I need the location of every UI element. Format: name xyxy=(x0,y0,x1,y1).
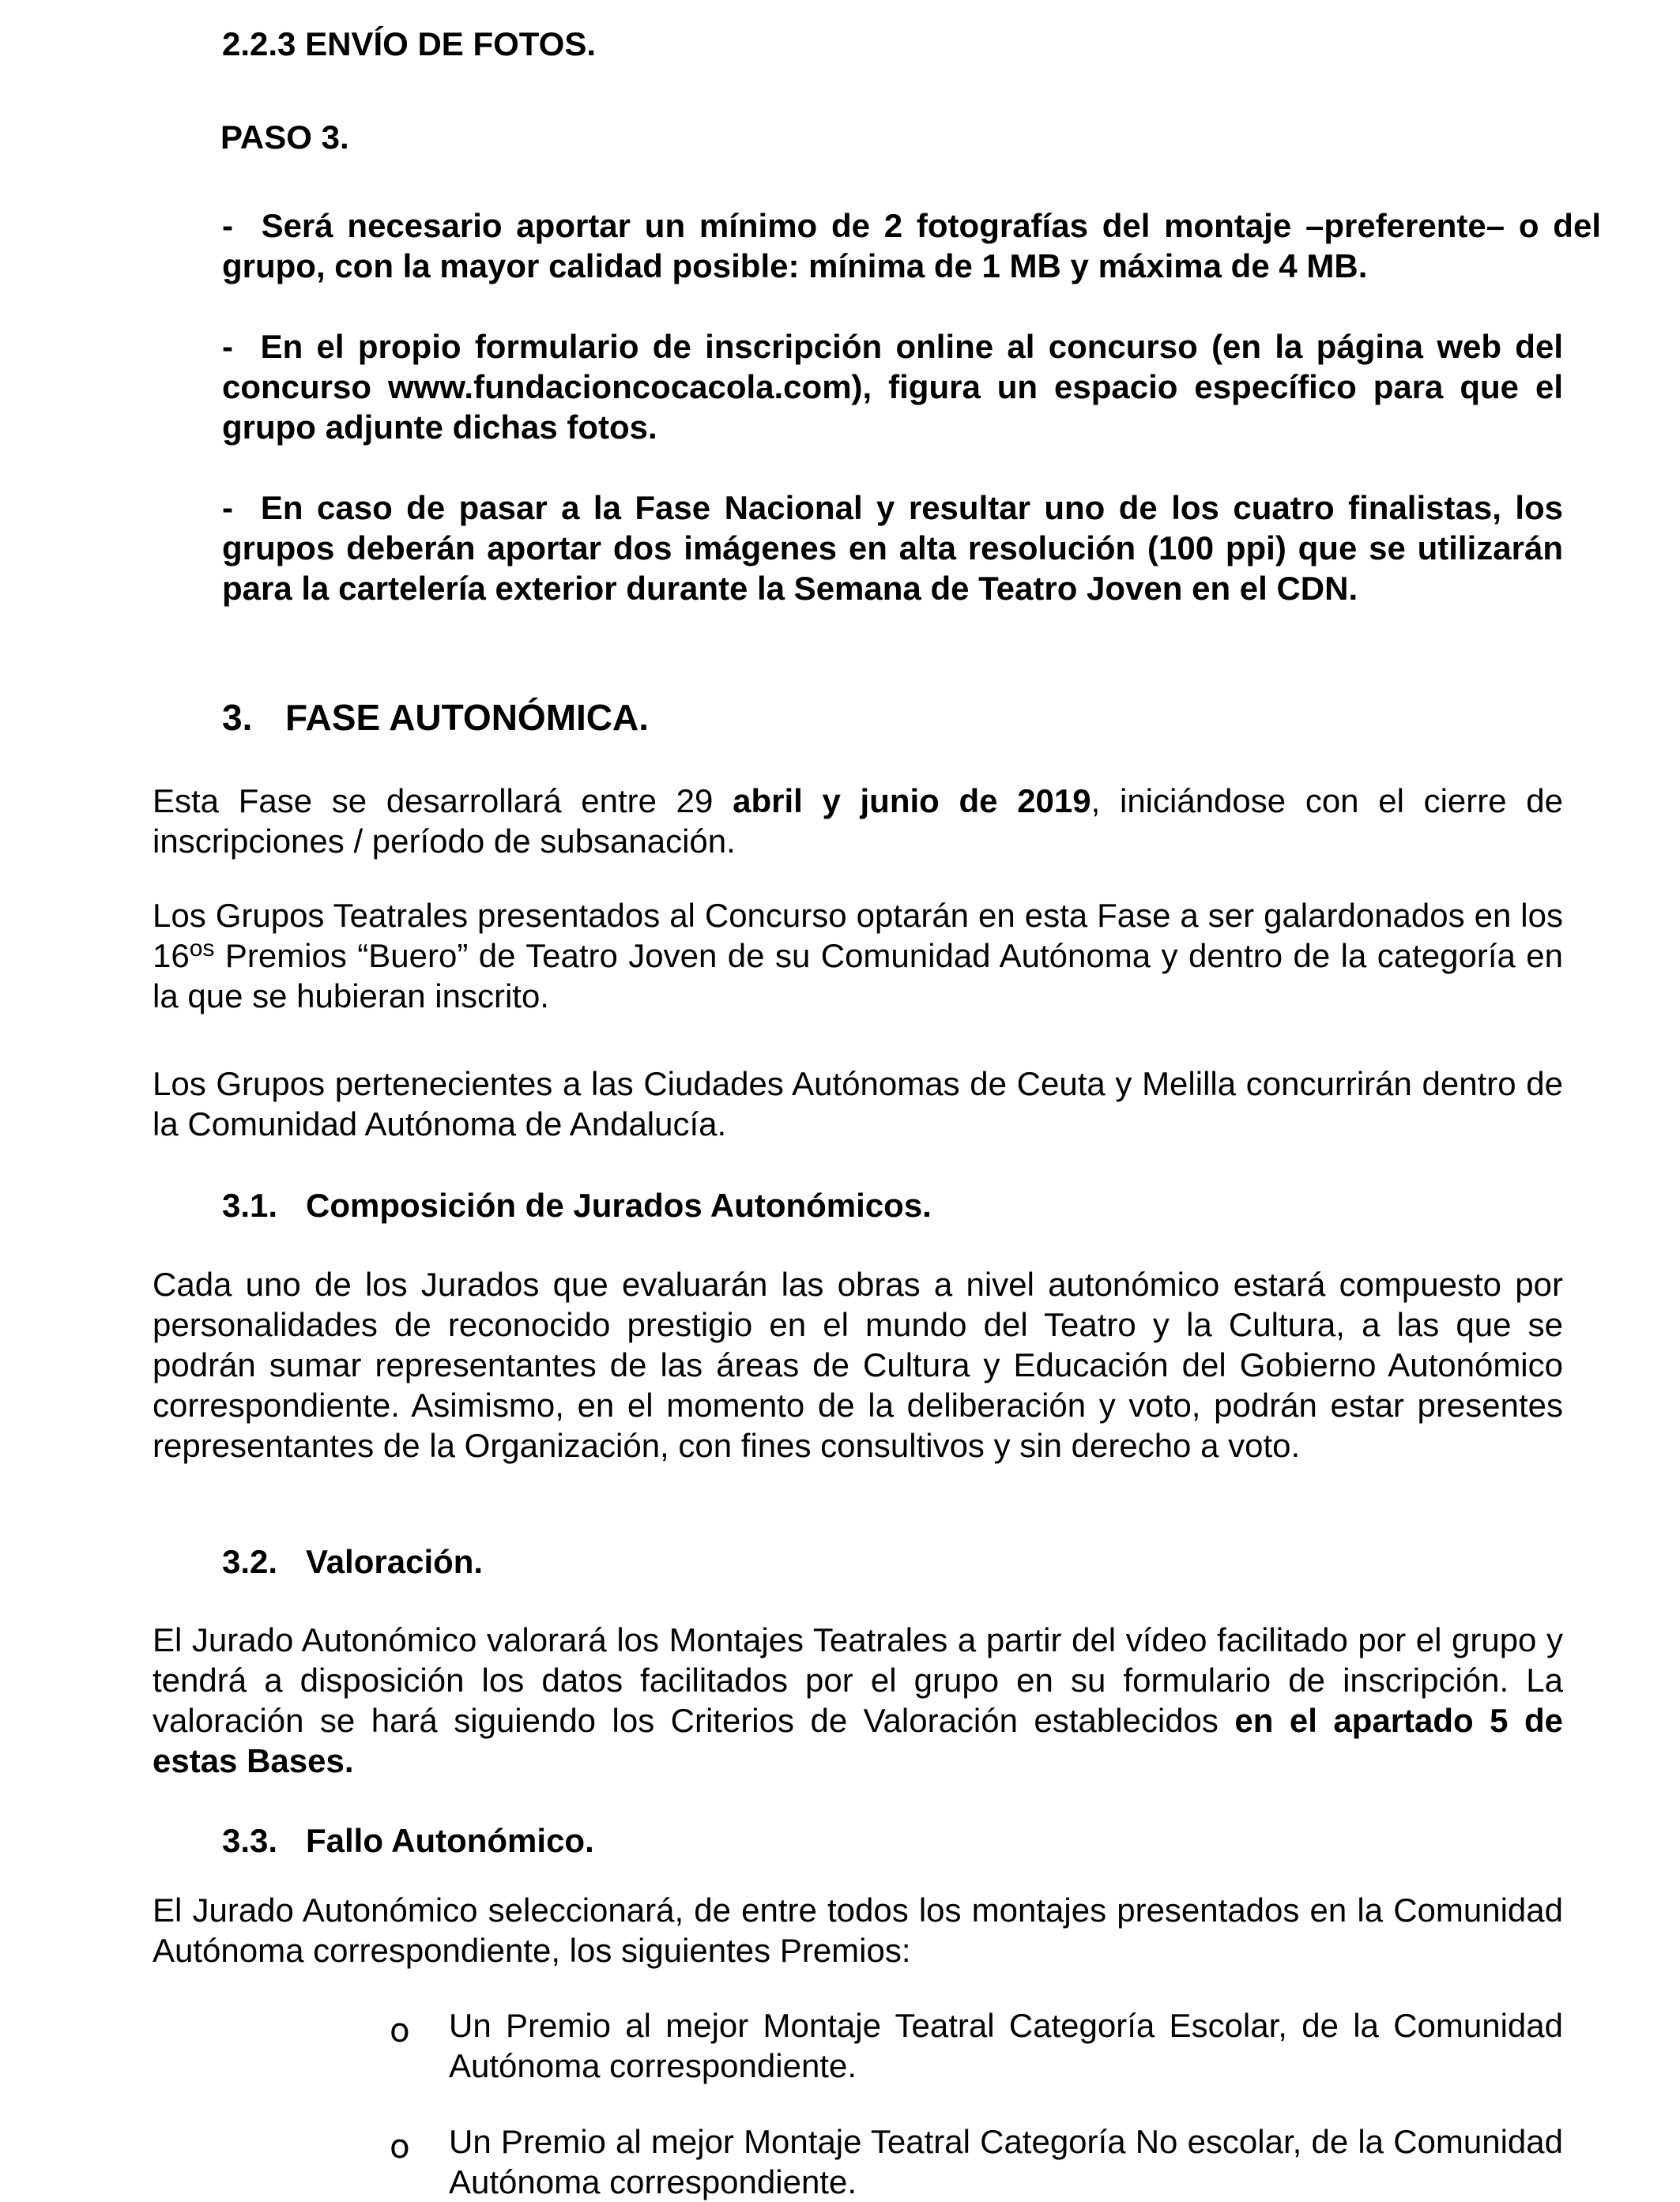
prize-item-escolar: Un Premio al mejor Montaje Teatral Categoría Escolar, de la Comunidad Autónoma correspondiente. xyxy=(449,2007,1563,2084)
prize-item-no-escolar: Un Premio al mejor Montaje Teatral Categoría No escolar, de la Comunidad Autónoma correspondiente. xyxy=(449,2123,1563,2200)
paragraph-fase-dates: Esta Fase se desarrollará entre 29 abril y junio de 2019, iniciándose con el cierre de inscripciones / período de subsanación. xyxy=(153,782,1564,860)
dash-marker: - xyxy=(222,207,233,244)
dash-marker: - xyxy=(222,489,233,526)
dash-marker: - xyxy=(222,328,233,365)
photo-item-1 xyxy=(222,205,1601,286)
section-3-3-heading: 3.3. Fallo Autonómico. xyxy=(222,1822,594,1859)
paragraph-ceuta-melilla: Los Grupos pertenecientes a las Ciudades Autónomas de Ceuta y Melilla concurrirán dentro de la Comunidad Autónoma de Andalucía. xyxy=(153,1065,1563,1142)
photo-item-2 xyxy=(222,326,1563,447)
paragraph-fallo: El Jurado Autonómico seleccionará, de entre todos los montajes presentados en la Comunidad Autónoma correspondiente, los siguientes Premios: xyxy=(153,1891,1563,1969)
item-text: Será necesario aportar un mínimo de 2 fotografías del montaje –preferente– o del grupo, con la mayor calidad posible: mínima de 1 MB y máxima de 4 MB. xyxy=(222,207,1601,284)
section-2-2-3-heading: 2.2.3 ENVÍO DE FOTOS. xyxy=(222,25,597,62)
bullet-marker: o xyxy=(390,2011,410,2050)
bullet-marker: o xyxy=(390,2127,410,2166)
paragraph-valoracion: El Jurado Autonómico valorará los Montajes Teatrales a partir del vídeo facilitado por el grupo y tendrá a disposición los datos facilitados por el grupo en su formulario de inscripción. La valoración se hará siguiendo los Criterios de Valoración establecidos en el apartado 5 de estas Bases. xyxy=(153,1621,1563,1779)
paragraph-jurados: Cada uno de los Jurados que evaluarán las obras a nivel autonómico estará compuesto por personalidades de reconocido prestigio en el mundo del Teatro y la Cultura, a las que se podrán sumar representantes de las áreas de Cultura y Educación del Gobierno Autonómico correspondiente. Asimismo, en el momento de la deliberación y voto, podrán estar presentes representantes de la Organización, con fines consultivos y sin derecho a voto. xyxy=(153,1266,1563,1464)
item-text: En el propio formulario de inscripción online al concurso (en la página web del concurso www.fundacioncocacola.com), figura un espacio específico para que el grupo adjunte dichas fotos. xyxy=(222,328,1563,446)
paso-3-heading: PASO 3. xyxy=(220,119,349,156)
section-3-2-heading: 3.2. Valoración. xyxy=(222,1543,484,1580)
section-3-1-heading: 3.1. Composición de Jurados Autonómicos. xyxy=(222,1187,932,1224)
photo-item-3 xyxy=(222,487,1563,608)
paragraph-grupos-teatrales: Los Grupos Teatrales presentados al Concurso optarán en esta Fase a ser galardonados en los $16^{os}$ Premios “Buero” de Teatro Joven de su Comunidad Autónoma y dentro de la categoría en la que se hubieran inscrito. xyxy=(153,897,1563,1014)
section-3-heading: 3. FASE AUTONÓMICA. xyxy=(222,697,650,738)
item-text: En caso de pasar a la Fase Nacional y resultar uno de los cuatro finalistas, los grupos deberán aportar dos imágenes en alta resolución (100 ppi) que se utilizarán para la cartelería exterior durante la Semana de Teatro Joven en el CDN. xyxy=(222,489,1563,607)
